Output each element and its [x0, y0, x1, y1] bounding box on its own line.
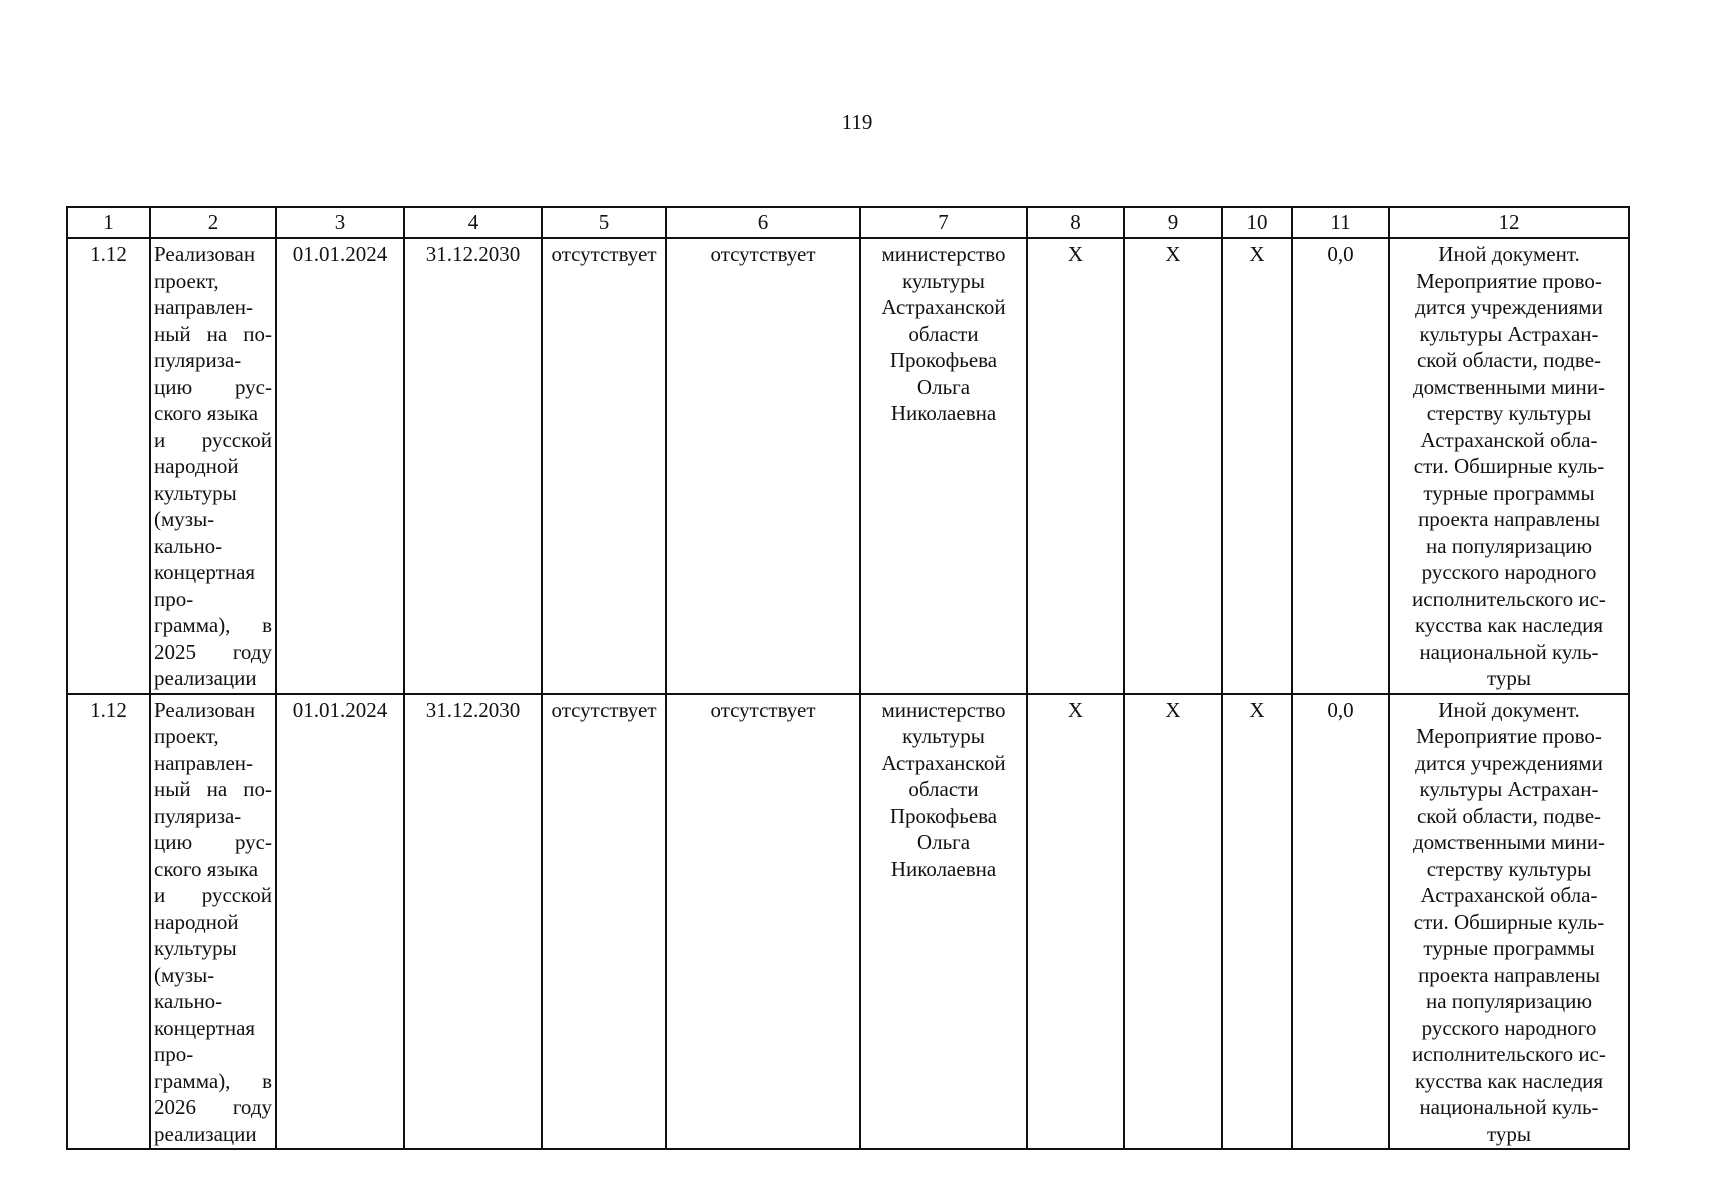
- end-date: 31.12.2030: [404, 694, 542, 1150]
- text-line: Мероприятие прово-: [1416, 268, 1602, 293]
- text-line: русского народного: [1421, 1015, 1597, 1040]
- text-line: культуры: [902, 268, 985, 293]
- header-cell: 11: [1292, 207, 1389, 238]
- text-line: пуляриза-: [154, 348, 242, 372]
- text-line: национальной куль-: [1419, 639, 1599, 664]
- text-line: Астраханской: [881, 750, 1006, 775]
- text-line: на популяризацию: [1425, 533, 1593, 558]
- text-line: проекта направлены: [1418, 507, 1600, 531]
- cell-col8: X: [1027, 238, 1124, 694]
- note: [1389, 238, 1629, 694]
- text-line: домственными мини-: [1412, 830, 1606, 854]
- text-line: пуляриза-: [154, 803, 242, 828]
- text-line: культуры Астрахан-: [1419, 321, 1599, 346]
- text-line: и русской: [154, 883, 272, 907]
- text-line: сти. Обширные куль-: [1413, 909, 1605, 934]
- text-line: концертная: [154, 1015, 256, 1040]
- text-line: дится учреждениями: [1415, 295, 1603, 319]
- text-line: на популяризацию: [1425, 989, 1593, 1013]
- start-date: 01.01.2024: [276, 238, 404, 694]
- text-line: кусства как наследия: [1414, 1068, 1604, 1093]
- text-line: 2025 году: [154, 639, 272, 664]
- text-line: культуры Астрахан-: [1419, 777, 1599, 801]
- text-line: турные программы: [1423, 480, 1595, 505]
- text-line: области: [908, 777, 979, 801]
- text-line: Реализован: [154, 697, 256, 722]
- text-line: ный на по-: [154, 777, 272, 801]
- cell-col6: отсутствует: [666, 238, 860, 694]
- text-line: Реализован: [154, 242, 256, 266]
- header-row: [67, 207, 1629, 238]
- text-line: стерству культуры: [1426, 401, 1592, 425]
- text-line: туры: [1486, 666, 1531, 690]
- responsible: [860, 238, 1027, 694]
- text-line: культуры: [154, 936, 237, 960]
- cell-col5: отсутствует: [542, 238, 666, 694]
- text-line: народной: [154, 909, 239, 934]
- text-line: реализации: [154, 666, 257, 690]
- text-line: проект,: [154, 724, 219, 748]
- text-line: и русской: [154, 427, 272, 452]
- page-number: 119: [841, 110, 873, 134]
- header-cell: 3: [276, 207, 404, 238]
- header-cell: 8: [1027, 207, 1124, 238]
- text-line: исполнительского ис-: [1412, 1042, 1606, 1066]
- measure-name: [150, 238, 276, 694]
- text-line: Прокофьева: [889, 803, 998, 828]
- text-line: Ольга: [916, 830, 971, 854]
- text-line: Мероприятие прово-: [1416, 724, 1602, 748]
- text-line: культуры: [902, 724, 985, 748]
- text-line: стерству культуры: [1426, 856, 1592, 881]
- text-line: 2026 году: [154, 1095, 272, 1119]
- measure-name: [150, 694, 276, 1150]
- text-line: Астраханской обла-: [1420, 427, 1598, 452]
- header-cell: 4: [404, 207, 542, 238]
- start-date: 01.01.2024: [276, 694, 404, 1150]
- header-cell: 9: [1124, 207, 1222, 238]
- text-line: туры: [1486, 1121, 1531, 1146]
- cell-col5: отсутствует: [542, 694, 666, 1150]
- row-number: 1.12: [67, 238, 150, 694]
- header-cell: 7: [860, 207, 1027, 238]
- text-line: русского народного: [1421, 560, 1597, 584]
- table-row: [67, 694, 1629, 1150]
- text-line: Иной документ.: [1438, 697, 1580, 722]
- text-line: проект,: [154, 268, 219, 293]
- text-line: грамма), в: [154, 1068, 272, 1093]
- cell-col9: X: [1124, 238, 1222, 694]
- text-line: концертная: [154, 560, 256, 584]
- text-line: про-: [154, 586, 194, 611]
- text-line: области: [908, 321, 979, 346]
- text-line: кально-: [154, 989, 223, 1013]
- text-line: Прокофьева: [889, 348, 998, 372]
- cell-col8: X: [1027, 694, 1124, 1150]
- cell-col6: отсутствует: [666, 694, 860, 1150]
- row-number: 1.12: [67, 694, 150, 1150]
- text-line: кусства как наследия: [1414, 613, 1604, 637]
- measures-table: [66, 206, 1630, 1150]
- text-line: (музы-: [154, 507, 215, 531]
- text-line: исполнительского ис-: [1412, 586, 1606, 611]
- text-line: направлен-: [154, 295, 254, 319]
- text-line: домственными мини-: [1412, 374, 1606, 399]
- end-date: 31.12.2030: [404, 238, 542, 694]
- text-line: Николаевна: [890, 401, 997, 425]
- text-line: национальной куль-: [1419, 1095, 1599, 1119]
- responsible: [860, 694, 1027, 1150]
- text-line: проекта направлены: [1418, 962, 1600, 987]
- cell-col10: X: [1222, 694, 1292, 1150]
- text-line: про-: [154, 1042, 194, 1066]
- cell-col11: 0,0: [1292, 694, 1389, 1150]
- header-cell: 2: [150, 207, 276, 238]
- note: [1389, 694, 1629, 1150]
- text-line: кально-: [154, 533, 223, 558]
- text-line: Иной документ.: [1438, 242, 1580, 266]
- text-line: направлен-: [154, 750, 254, 775]
- text-line: народной: [154, 454, 239, 478]
- text-line: цию рус-: [154, 830, 272, 854]
- text-line: ской области, подве-: [1416, 348, 1602, 372]
- text-line: Ольга: [916, 374, 971, 399]
- text-line: дится учреждениями: [1415, 750, 1603, 775]
- cell-col10: X: [1222, 238, 1292, 694]
- text-line: Астраханской: [881, 295, 1006, 319]
- text-line: сти. Обширные куль-: [1413, 454, 1605, 478]
- cell-col11: 0,0: [1292, 238, 1389, 694]
- header-cell: 10: [1222, 207, 1292, 238]
- text-line: реализации: [154, 1121, 257, 1146]
- header-cell: 12: [1389, 207, 1629, 238]
- text-line: ской области, подве-: [1416, 803, 1602, 828]
- header-cell: 1: [67, 207, 150, 238]
- text-line: ского языка: [154, 401, 259, 425]
- text-line: ского языка: [154, 856, 259, 881]
- text-line: (музы-: [154, 962, 215, 987]
- text-line: ный на по-: [154, 321, 272, 346]
- text-line: цию рус-: [154, 374, 272, 399]
- text-line: министерство: [881, 242, 1006, 266]
- cell-col9: X: [1124, 694, 1222, 1150]
- text-line: министерство: [881, 697, 1006, 722]
- text-line: Астраханской обла-: [1420, 883, 1598, 907]
- header-cell: 5: [542, 207, 666, 238]
- text-line: Николаевна: [890, 856, 997, 881]
- header-cell: 6: [666, 207, 860, 238]
- table-row: [67, 238, 1629, 694]
- text-line: грамма), в: [154, 613, 272, 637]
- text-line: культуры: [154, 480, 237, 505]
- text-line: турные программы: [1423, 936, 1595, 960]
